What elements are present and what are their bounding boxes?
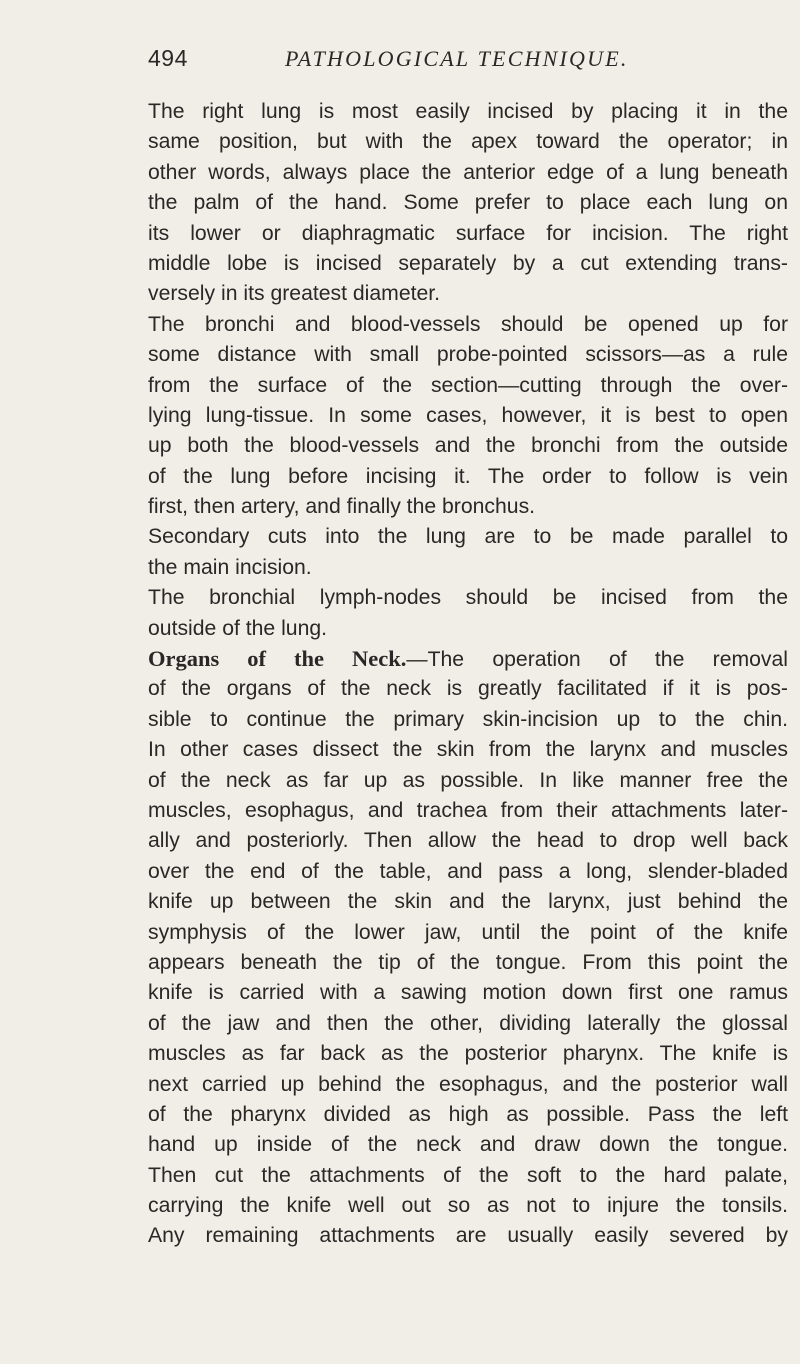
text-line: first, then artery, and finally the bronchus. bbox=[148, 495, 536, 519]
section-first-line bbox=[148, 644, 788, 674]
text-line: hand up inside of the neck and draw down the tongue. bbox=[148, 1133, 788, 1157]
text-line: lying lung-tissue. In some cases, however, it is best to open bbox=[148, 403, 788, 427]
text-line: next carried up behind the esophagus, and the posterior wall bbox=[148, 1072, 788, 1096]
text-line: of the organs of the neck is greatly facilitated if it is pos- bbox=[148, 677, 788, 701]
text-line: of the jaw and then the other, dividing laterally the glossal bbox=[148, 1011, 788, 1035]
text-line: The right lung is most easily incised by placing it in the bbox=[148, 100, 788, 123]
text-line: muscles, esophagus, and trachea from their attachments later- bbox=[148, 798, 788, 822]
text-line: The bronchi and blood-vessels should be opened up for bbox=[148, 312, 788, 336]
text-line: Secondary cuts into the lung are to be made parallel to bbox=[148, 525, 788, 549]
text-line: some distance with small probe-pointed scissors—as a rule bbox=[148, 343, 788, 367]
running-title: PATHOLOGICAL TECHNIQUE. bbox=[285, 46, 629, 71]
text-line: of the pharynx divided as high as possible. Pass the left bbox=[148, 1102, 788, 1126]
text-line: The bronchial lymph-nodes should be incised from the bbox=[148, 586, 788, 610]
body-text bbox=[148, 97, 788, 1252]
text-line: knife up between the skin and the larynx, just behind the bbox=[148, 890, 788, 914]
text-line: of the neck as far up as possible. In like manner free the bbox=[148, 768, 788, 792]
text-line: knife is carried with a sawing motion down first one ramus bbox=[148, 981, 788, 1005]
text-line: sible to continue the primary skin-incision up to the chin. bbox=[148, 707, 788, 731]
text-line: ally and posteriorly. Then allow the head to drop well back bbox=[148, 829, 788, 853]
text-line: the palm of the hand. Some prefer to place each lung on bbox=[148, 191, 788, 215]
text-line: symphysis of the lower jaw, until the point of the knife bbox=[148, 920, 788, 944]
text-line: muscles as far back as the posterior pharynx. The knife is bbox=[148, 1042, 788, 1066]
text-line: carrying the knife well out so as not to injure the tonsils. bbox=[148, 1194, 788, 1218]
text-line: over the end of the table, and pass a long, slender-bladed bbox=[148, 859, 788, 883]
text-line: In other cases dissect the skin from the larynx and muscles bbox=[148, 738, 788, 762]
text-line: other words, always place the anterior edge of a lung beneath bbox=[148, 160, 788, 184]
text-line: Any remaining attachments are usually easily severed by bbox=[148, 1224, 788, 1248]
text-line: up both the blood-vessels and the bronchi from the outside bbox=[148, 434, 788, 458]
text-line: its lower or diaphragmatic surface for incision. The right bbox=[148, 221, 788, 245]
text-line: versely in its greatest diameter. bbox=[148, 282, 441, 306]
text-line: the main incision. bbox=[148, 555, 312, 579]
page-number: 494 bbox=[148, 45, 188, 71]
text-line: middle lobe is incised separately by a cut extending trans- bbox=[148, 251, 788, 275]
text-line: same position, but with the apex toward the operator; in bbox=[148, 130, 788, 154]
text-line: Then cut the attachments of the soft to the hard palate, bbox=[148, 1163, 788, 1187]
section-first-line-rest: —The operation of the removal bbox=[406, 648, 788, 672]
text-line: of the lung before incising it. The order to follow is vein bbox=[148, 464, 788, 488]
text-line: from the surface of the section—cutting through the over- bbox=[148, 373, 788, 397]
text-line: appears beneath the tip of the tongue. From this point the bbox=[148, 950, 788, 974]
section-heading: Organs of the Neck. bbox=[148, 646, 407, 672]
text-line: outside of the lung. bbox=[148, 616, 328, 640]
